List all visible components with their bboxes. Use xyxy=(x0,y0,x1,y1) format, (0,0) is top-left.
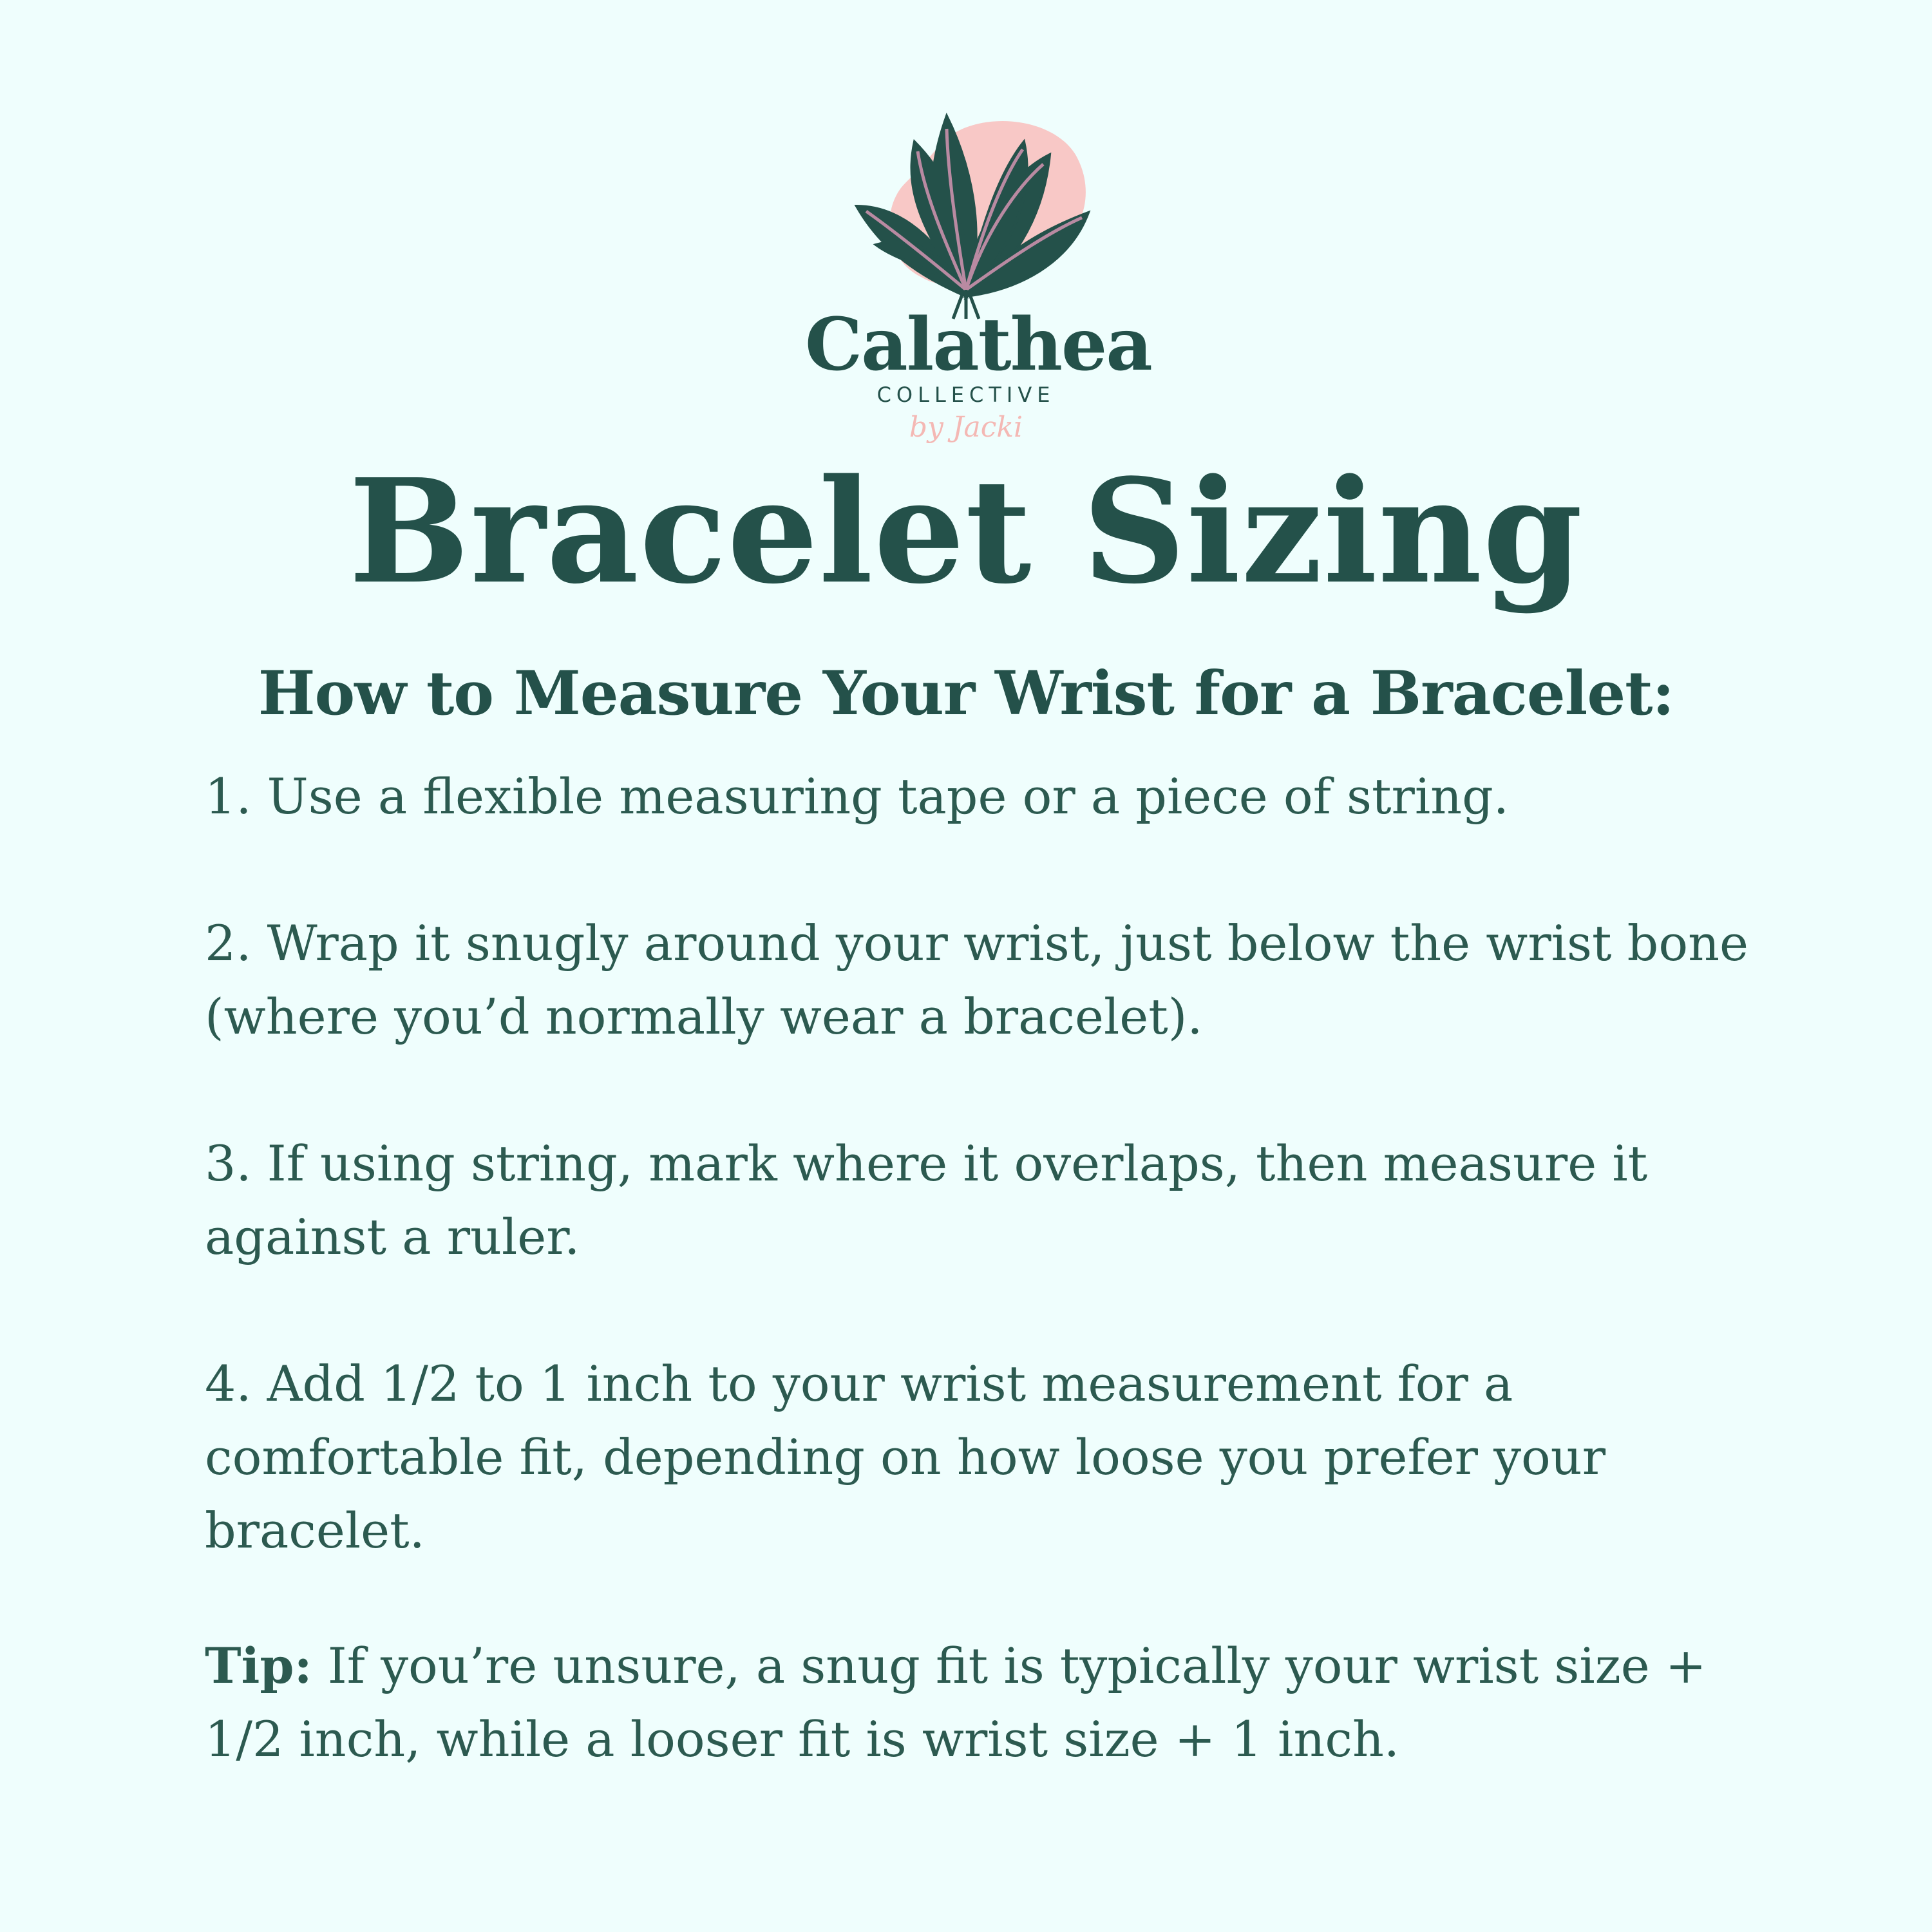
tip-text: If you’re unsure, a snug fit is typically your wrist size + 1/2 inch, while a looser fit is wrist size + 1 inch. xyxy=(205,1637,1707,1768)
brand-logo xyxy=(805,103,1151,464)
page-subtitle: How to Measure Your Wrist for a Bracelet: xyxy=(258,658,1674,729)
plant-icon xyxy=(805,103,1127,322)
brand-subtitle: COLLECTIVE xyxy=(876,383,1056,407)
steps-list xyxy=(205,760,1750,1641)
step-4: 4. Add 1/2 to 1 inch to your wrist measurement for a comfortable fit, depending on how loose you prefer your bracelet. xyxy=(205,1355,1606,1559)
brand-name: Calathea xyxy=(805,303,1151,387)
tip-paragraph xyxy=(205,1629,1750,1776)
brand-signature: by Jacki xyxy=(909,411,1023,444)
tip-label: Tip: xyxy=(205,1637,312,1694)
step-1: 1. Use a flexible measuring tape or a piece of string. xyxy=(205,768,1509,825)
step-2: 2. Wrap it snugly around your wrist, just below the wrist bone (where you’d normally wear a bracelet). xyxy=(205,914,1749,1045)
step-3: 3. If using string, mark where it overlaps, then measure it against a ruler. xyxy=(205,1135,1648,1265)
page-title: Bracelet Sizing xyxy=(348,448,1584,616)
